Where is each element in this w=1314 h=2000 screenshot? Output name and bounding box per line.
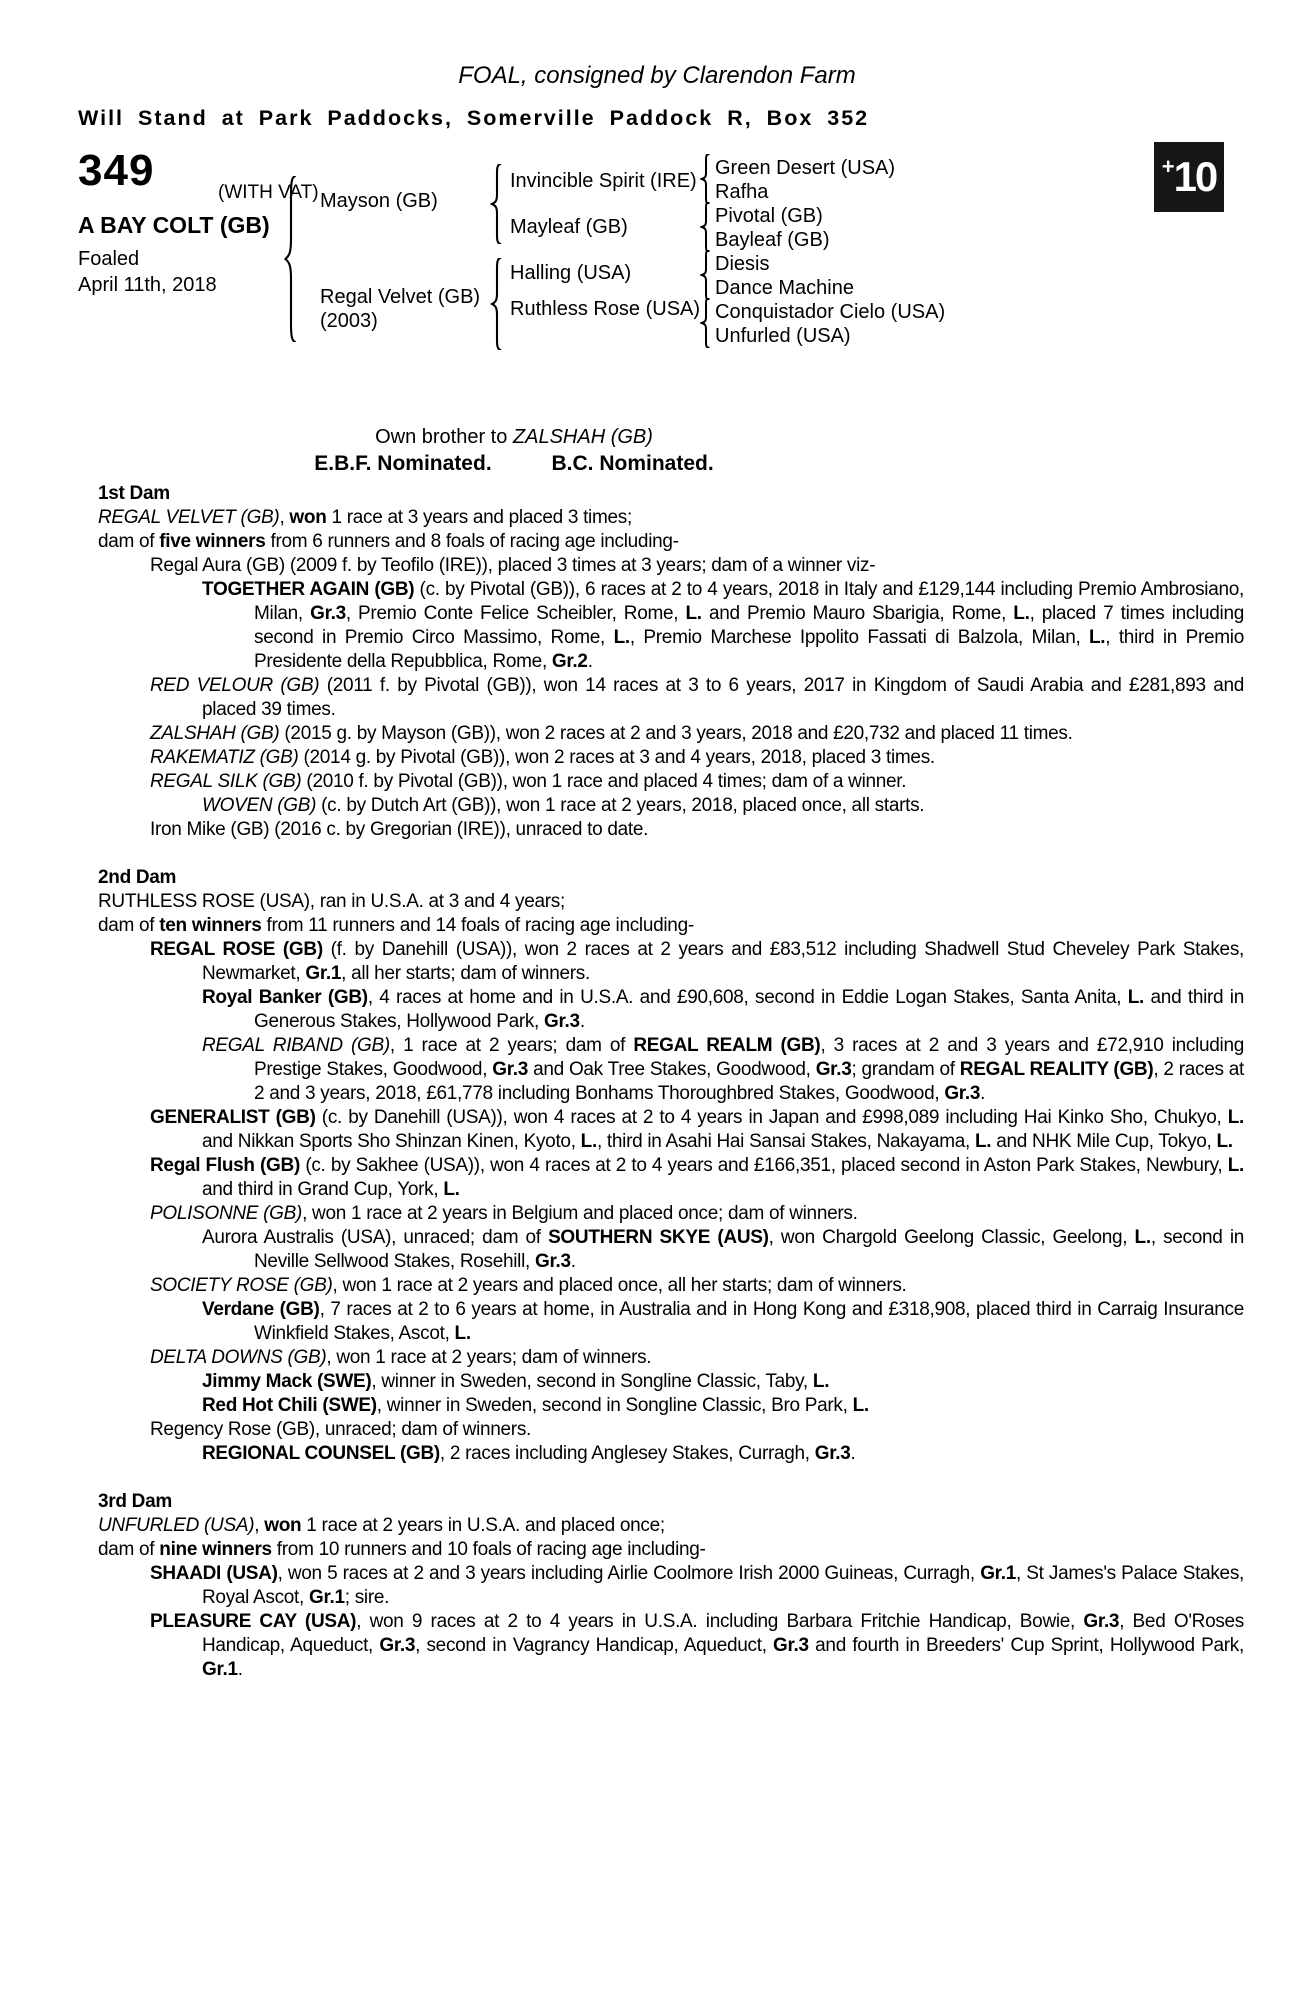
text-segment: Gr.3	[492, 1059, 529, 1080]
catalogue-paragraph	[98, 1442, 1244, 1466]
catalogue-paragraph	[98, 1274, 1244, 1298]
text-segment: L.	[580, 1131, 597, 1152]
text-segment: Royal Banker (GB)	[202, 987, 368, 1008]
text-segment: ,	[254, 1515, 265, 1536]
text-segment: ,	[279, 507, 290, 528]
text-segment: (2015 g. by Mayson (GB)), won 2 races at 2 and 3 years, 2018 and £20,732 and placed 11 times.	[279, 723, 1073, 744]
pedigree-sire-sire: Invincible Spirit (IRE)	[510, 170, 697, 192]
text-segment: L.	[1227, 1155, 1244, 1176]
bc-nominated: B.C. Nominated.	[551, 452, 714, 475]
catalogue-paragraph	[98, 1610, 1244, 1682]
dam-heading: 3rd Dam	[98, 1491, 172, 1512]
text-segment: won	[289, 507, 327, 528]
pedigree-brace	[700, 154, 712, 204]
text-segment: L.	[443, 1179, 460, 1200]
text-segment: , third in Asahi Hai Sansai Stakes, Nakayama,	[596, 1131, 975, 1152]
text-segment: nine winners	[159, 1539, 272, 1560]
text-segment: .	[980, 1083, 986, 1104]
foaled-date: April 11th, 2018	[78, 274, 217, 296]
pedigree-brace	[490, 164, 504, 244]
text-segment: , winner in Sweden, second in Songline Classic, Bro Park,	[376, 1395, 853, 1416]
catalogue-paragraph	[98, 1106, 1244, 1154]
catalogue-paragraph	[98, 1538, 1244, 1562]
text-segment: Red Hot Chili (SWE)	[202, 1395, 377, 1416]
text-segment: , won 1 race at 2 years and placed once, all her starts; dam of winners.	[332, 1275, 907, 1296]
text-segment: L.	[1089, 627, 1106, 648]
text-segment: dam of	[98, 915, 160, 936]
catalogue-paragraph	[98, 722, 1244, 746]
text-segment: from 11 runners and 14 foals of racing age including-	[261, 915, 694, 936]
text-segment: from 6 runners and 8 foals of racing age including-	[265, 531, 679, 552]
pedigree-brace	[700, 298, 712, 348]
text-segment: Regal Flush (GB)	[150, 1155, 300, 1176]
text-segment: ZALSHAH (GB)	[512, 426, 653, 448]
foaled-label: Foaled	[78, 248, 140, 270]
text-segment: , 2 races including Anglesey Stakes, Curragh,	[439, 1443, 815, 1464]
text-segment: , second in Vagrancy Handicap, Aqueduct,	[415, 1635, 774, 1656]
text-segment: DELTA DOWNS (GB)	[150, 1347, 327, 1368]
pedigree-dam-sire: Halling (USA)	[510, 262, 632, 284]
text-segment: Gr.2	[551, 651, 588, 672]
text-segment: and fourth in Breeders' Cup Sprint, Hollywood Park,	[808, 1635, 1244, 1656]
pedigree-ancestor: Green Desert (USA)	[715, 157, 896, 179]
text-segment: , 2 races at 2 and 3 years, 2018, £61,778 including Bonhams Thoroughbred Stakes, Goodwood,	[254, 1059, 1245, 1104]
text-segment: (c. by Dutch Art (GB)), won 1 race at 2 years, 2018, placed once, all starts.	[316, 795, 925, 816]
text-segment: L.	[454, 1323, 471, 1344]
text-segment: Aurora Australis (USA), unraced; dam of	[202, 1227, 549, 1248]
pedigree-dam: Regal Velvet (GB)	[320, 286, 481, 308]
text-segment: , won 5 races at 2 and 3 years including Airlie Coolmore Irish 2000 Guineas, Curragh,	[277, 1563, 981, 1584]
text-segment: SOUTHERN SKYE (AUS)	[548, 1227, 769, 1248]
catalogue-paragraph	[98, 1418, 1244, 1442]
catalogue-paragraph	[98, 1562, 1244, 1610]
text-segment: , won Chargold Geelong Classic, Geelong,	[768, 1227, 1135, 1248]
text-segment: .	[850, 1443, 856, 1464]
text-segment: (2011 f. by Pivotal (GB)), won 14 races at 3 to 6 years, 2017 in Kingdom of Saudi Arabia and £281,893 and placed 39 times.	[202, 675, 1245, 720]
text-segment: Gr.1	[308, 1587, 345, 1608]
text-segment: and Nikkan Sports Sho Shinzan Kinen, Kyoto,	[202, 1131, 581, 1152]
catalogue-paragraph	[98, 746, 1244, 770]
text-segment: , winner in Sweden, second in Songline Classic, Taby,	[371, 1371, 813, 1392]
text-segment: .	[587, 651, 593, 672]
catalogue-paragraph	[98, 1154, 1244, 1202]
text-segment: and third in Grand Cup, York,	[202, 1179, 444, 1200]
text-segment: REGAL RIBAND (GB)	[202, 1035, 390, 1056]
catalogue-paragraph	[98, 818, 1244, 842]
catalogue-paragraph	[98, 770, 1244, 794]
text-segment: ; grandam of	[851, 1059, 960, 1080]
text-segment: , third in Premio Presidente della Repubblica, Rome,	[254, 627, 1244, 672]
text-segment: Gr.3	[815, 1059, 852, 1080]
text-segment: (2010 f. by Pivotal (GB)), won 1 race and placed 4 times; dam of a winner.	[301, 771, 907, 792]
text-segment: (c. by Danehill (USA)), won 4 races at 2 to 4 years in Japan and £998,089 including Hai Kinko Sho, Chukyo,	[315, 1107, 1228, 1128]
catalogue-paragraph	[98, 506, 1244, 530]
text-segment: L.	[974, 1131, 992, 1152]
text-segment: Gr.3	[544, 1011, 580, 1032]
pedigree-sire: Mayson (GB)	[320, 190, 438, 212]
text-segment: five winners	[159, 531, 266, 552]
text-segment: Gr.1	[980, 1563, 1016, 1584]
text-segment: Gr.3	[814, 1443, 851, 1464]
text-segment: .	[579, 1011, 585, 1032]
text-segment: REGAL ROSE (GB)	[150, 939, 323, 960]
text-segment: (c. by Sakhee (USA)), won 4 races at 2 to 4 years and £166,351, placed second in Aston Park Stakes, Newbury,	[300, 1155, 1228, 1176]
catalogue-paragraph	[98, 1298, 1244, 1346]
pedigree-sire-dam: Mayleaf (GB)	[510, 216, 628, 238]
text-segment: , Bed O'Roses Handicap, Aqueduct,	[202, 1611, 1244, 1656]
ebf-nominated: E.B.F. Nominated.	[314, 452, 492, 475]
catalogue-paragraph	[98, 1394, 1244, 1418]
text-segment: L.	[1134, 1227, 1151, 1248]
text-segment: REGAL REALITY (GB)	[959, 1059, 1154, 1080]
text-segment: RED VELOUR (GB)	[150, 675, 320, 696]
text-segment: , 4 races at home and in U.S.A. and £90,608, second in Eddie Logan Stakes, Santa Anita,	[367, 987, 1128, 1008]
text-segment: 1 race at 3 years and placed 3 times;	[326, 507, 632, 528]
text-segment: , won 1 race at 2 years in Belgium and placed once; dam of winners.	[302, 1203, 858, 1224]
catalogue-paragraph	[98, 794, 1244, 818]
text-segment: Regency Rose (GB), unraced; dam of winners.	[150, 1419, 531, 1440]
catalogue-paragraph	[98, 530, 1244, 554]
text-segment: L.	[852, 1395, 869, 1416]
text-segment: dam of	[98, 531, 160, 552]
text-segment: L.	[1127, 987, 1145, 1008]
catalogue-paragraph	[98, 1034, 1244, 1106]
text-segment: from 10 runners and 10 foals of racing age including-	[271, 1539, 706, 1560]
pedigree-ancestor: Bayleaf (GB)	[715, 229, 830, 251]
dam-heading: 1st Dam	[98, 483, 170, 504]
text-segment: SOCIETY ROSE (GB)	[150, 1275, 333, 1296]
lot-description: A BAY COLT (GB)	[78, 212, 270, 238]
dam-heading: 2nd Dam	[98, 867, 177, 888]
text-segment: Jimmy Mack (SWE)	[202, 1371, 372, 1392]
text-segment: L.	[1216, 1131, 1233, 1152]
text-segment: Gr.3	[1083, 1611, 1120, 1632]
text-segment: L.	[812, 1371, 830, 1392]
text-segment: PLEASURE CAY (USA)	[150, 1611, 357, 1632]
text-segment: Gr.1	[202, 1659, 238, 1680]
text-segment: POLISONNE (GB)	[150, 1203, 303, 1224]
catalogue-paragraph	[98, 578, 1244, 674]
catalogue-paragraph	[98, 1202, 1244, 1226]
nominations-line	[98, 452, 930, 476]
text-segment: Own brother to	[375, 426, 513, 448]
consignor-line: FOAL, consigned by Clarendon Farm	[458, 62, 856, 89]
text-segment: REGIONAL COUNSEL (GB)	[202, 1443, 440, 1464]
text-segment: UNFURLED (USA)	[98, 1515, 255, 1536]
text-segment: won	[264, 1515, 302, 1536]
text-segment: Gr.3	[944, 1083, 981, 1104]
text-segment: (c. by Pivotal (GB)), 6 races at 2 to 4 years, 2018 in Italy and £129,144 including Premio Ambrosiano, Milan,	[254, 579, 1245, 624]
text-segment: , won 9 races at 2 to 4 years in U.S.A. including Barbara Fritchie Handicap, Bowie,	[356, 1611, 1084, 1632]
pedigree-ancestor: Rafha	[715, 181, 769, 203]
text-segment: , won 1 race at 2 years; dam of winners.	[326, 1347, 652, 1368]
text-segment: dam of	[98, 1539, 160, 1560]
text-segment: RAKEMATIZ (GB)	[150, 747, 299, 768]
text-segment: , St James's Palace Stakes, Royal Ascot,	[202, 1563, 1244, 1608]
text-segment: GENERALIST (GB)	[150, 1107, 316, 1128]
stand-location-line: Will Stand at Park Paddocks, Somerville Paddock R, Box 352	[78, 106, 870, 130]
pedigree-ancestor: Unfurled (USA)	[715, 325, 851, 347]
text-segment: Iron Mike (GB) (2016 c. by Gregorian (IRE)), unraced to date.	[150, 819, 649, 840]
text-segment: Gr.3	[310, 603, 346, 624]
catalogue-paragraph	[98, 914, 1244, 938]
badge-number: 10	[1173, 153, 1217, 200]
text-segment: WOVEN (GB)	[202, 795, 317, 816]
text-segment: , second in Neville Sellwood Stakes, Rosehill,	[254, 1227, 1245, 1272]
text-segment: , Premio Conte Felice Scheibler, Rome,	[345, 603, 686, 624]
own-brother-note	[98, 426, 930, 449]
text-segment: and third in Generous Stakes, Hollywood Park,	[254, 987, 1244, 1032]
pedigree-brace	[490, 258, 504, 350]
text-segment: and Oak Tree Stakes, Goodwood,	[528, 1059, 816, 1080]
text-segment: Gr.3	[534, 1251, 571, 1272]
text-segment: (2014 g. by Pivotal (GB)), won 2 races at 3 and 4 years, 2018, placed 3 times.	[298, 747, 935, 768]
lot-number: 349	[78, 146, 155, 195]
catalogue-paragraph	[98, 1370, 1244, 1394]
text-segment: L.	[1227, 1107, 1244, 1128]
catalogue-paragraph	[98, 986, 1244, 1034]
text-segment: Verdane (GB)	[202, 1299, 320, 1320]
text-segment: .	[570, 1251, 576, 1272]
catalogue-paragraph	[98, 554, 1244, 578]
text-segment: (f. by Danehill (USA)), won 2 races at 2 years and £83,512 including Shadwell Stud Cheveley Park Stakes, Newmarket,	[202, 939, 1244, 984]
text-segment: ; sire.	[344, 1587, 390, 1608]
catalogue-paragraph	[98, 1346, 1244, 1370]
pedigree-dam-dam: Ruthless Rose (USA)	[510, 298, 701, 320]
pedigree-ancestor: Conquistador Cielo (USA)	[715, 301, 946, 323]
text-segment: and NHK Mile Cup, Tokyo,	[991, 1131, 1217, 1152]
text-segment: REGAL SILK (GB)	[150, 771, 302, 792]
text-segment: RUTHLESS ROSE (USA), ran in U.S.A. at 3 and 4 years;	[98, 891, 565, 912]
text-segment: REGAL VELVET (GB)	[98, 507, 280, 528]
text-segment: Gr.3	[773, 1635, 809, 1656]
text-segment: .	[237, 1659, 243, 1680]
text-segment: SHAADI (USA)	[150, 1563, 278, 1584]
text-segment: L.	[1013, 603, 1030, 624]
badge-plus: +	[1161, 154, 1175, 179]
text-segment: , 7 races at 2 to 6 years at home, in Australia and in Hong Kong and £318,908, placed third in Carraig Insurance Winkfield Stakes, Ascot,	[254, 1299, 1245, 1344]
text-segment: L.	[685, 603, 702, 624]
text-segment: ZALSHAH (GB)	[150, 723, 280, 744]
pedigree-ancestor: Diesis	[715, 253, 770, 275]
text-segment: , 3 races at 2 and 3 years and £72,910 including Prestige Stakes, Goodwood,	[254, 1035, 1244, 1080]
pedigree-ancestor: Pivotal (GB)	[715, 205, 823, 227]
text-segment: , placed 7 times including second in Premio Circo Massimo, Rome,	[254, 603, 1245, 648]
catalogue-paragraph	[98, 1514, 1244, 1538]
pedigree-ancestor: Dance Machine	[715, 277, 854, 299]
text-segment: Gr.3	[379, 1635, 416, 1656]
catalogue-paragraph	[98, 674, 1244, 722]
catalogue-body	[98, 482, 1244, 1682]
text-segment: REGAL REALM (GB)	[633, 1035, 821, 1056]
text-segment: , 1 race at 2 years; dam of	[389, 1035, 634, 1056]
pedigree-table	[0, 146, 1314, 480]
pedigree-brace	[700, 250, 712, 300]
text-segment: and Premio Mauro Sbarigia, Rome,	[701, 603, 1014, 624]
text-segment: , all her starts; dam of winners.	[341, 963, 590, 984]
text-segment: , Premio Marchese Ippolito Fassati di Balzola, Milan,	[629, 627, 1089, 648]
text-segment: Regal Aura (GB) (2009 f. by Teofilo (IRE)), placed 3 times at 3 years; dam of a winner viz-	[150, 555, 876, 576]
text-segment: TOGETHER AGAIN (GB)	[202, 579, 415, 600]
text-segment: L.	[613, 627, 630, 648]
pedigree-dam-year: (2003)	[320, 310, 378, 332]
text-segment: Gr.1	[305, 963, 342, 984]
catalogue-paragraph	[98, 890, 1244, 914]
catalogue-paragraph	[98, 938, 1244, 986]
text-segment: ten winners	[159, 915, 262, 936]
pedigree-brace	[700, 202, 712, 252]
text-segment: 1 race at 2 years in U.S.A. and placed once;	[301, 1515, 665, 1536]
lot-vat-note: (WITH VAT)	[218, 182, 319, 203]
pedigree-brace	[283, 176, 299, 342]
catalogue-paragraph	[98, 1226, 1244, 1274]
